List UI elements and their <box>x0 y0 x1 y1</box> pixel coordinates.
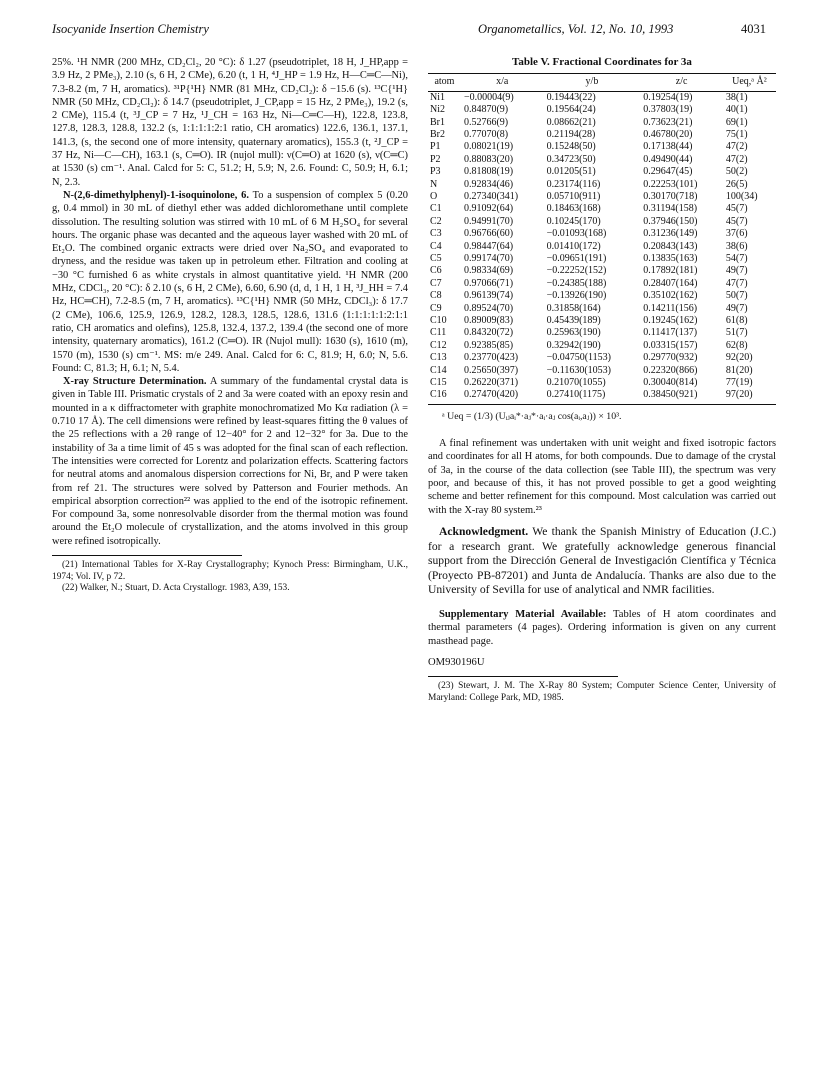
cell-ueq: 61(8) <box>725 315 748 327</box>
cell-ueq: 40(1) <box>725 104 748 116</box>
running-head-left: Isocyanide Insertion Chemistry <box>52 22 209 36</box>
col-header-x: x/a <box>461 74 544 91</box>
acknowledgment-paragraph <box>428 525 776 598</box>
cell-x: 0.26220(371) <box>463 377 519 389</box>
cell-atom: C10 <box>430 315 447 327</box>
cell-x: 0.23770(423) <box>463 352 519 364</box>
xray-text: A summary of the fundamental crystal data is given in Table III. Prismatic crystals of 2 and 3a were coated with an epoxy resin and mounted in a κ diffractometer with graphite monochromatized Mo Kα radiation (λ = 0.710 17 Å). The cell dimensions were refined by least-squares fitting the θ values of the 25 reflections with a 2θ range of 12−40° for 2 and 12−32° for 3a. Due to the instability of 3a a time limit of 45 s was adopted for the final scan of each reflection. The intensities were corrected for Lorentz and polarization effects. Scattering factors for neutral atoms and anomalous dispersion corrections for Ni, Br, and P were taken from ref 21. The structures were solved by Patterson and Fourier methods. An empirical absorption correction²² was applied to the end of the isotropic refinement. For compound 3a, some nonresolvable disorder from the thermal motion was found around the Et₂O molecule of crystallization, and the atoms involved in this group were refined isotropically. <box>52 376 408 547</box>
left-column <box>52 56 408 595</box>
table-row <box>428 228 776 240</box>
table-row <box>428 141 776 153</box>
cell-z: 0.30170(718) <box>643 190 698 202</box>
cell-ueq: 49(7) <box>725 302 748 314</box>
table-header-row <box>428 74 776 91</box>
cell-y: 0.10245(170) <box>546 215 601 227</box>
nmr-data-paragraph: 25%. ¹H NMR (200 MHz, CD₂Cl₂, 20 °C): δ 1.27 (pseudotriplet, 18 H, J_HP,app = 3.9 Hz, 2 PMe₃), 2.10 (s, 6 H, 2 CMe), 6.20 (t, 1 H, ⁴J_HP = 1.9 Hz, H—C═C—Ni), 7.3-8.2 (m, 7 H, aromatics). ³¹P{¹H} NMR (81 MHz, CD₂Cl₂): δ −15.6 (s). ¹³C{¹H} NMR (50 MHz, CD₂Cl₂): δ 14.7 (pseudotriplet, J_CP,app = 15 Hz, 2 PMe₃), 19.2 (s, 2 CMe), 115.4 (t, ³J_CP = 7 Hz, ¹J_CH = 163 Hz, Ni—C═C—H), 122.8, 123.8, 127.8, 128.3, 128.8, 132.2 (s, 1:1:1:1:2:1 ratio, CH aromatics) 122.6, 136.1, 137.1, 141.3, (s, the second one of more intensity, quaternary aromatics), 155.3 (t, ²J_CP = 37 Hz, Ni—C—CH), 163.1 (s, C═O). IR (nujol mull): ν(C═O) at 1620 (s), ν(C═C) at 1530 (s) cm⁻¹. Anal. Calcd for 5: C, 51.2; H, 5.9; N, 2.6. Found: C, 50.9; H, 6.1; N, 2.3. <box>52 57 408 188</box>
col-header-y: y/b <box>544 74 641 91</box>
cell-atom: C9 <box>430 302 442 314</box>
table-row <box>428 389 776 404</box>
cell-y: −0.22252(152) <box>546 265 607 277</box>
table-row <box>428 377 776 389</box>
cell-ueq: 49(7) <box>725 265 748 277</box>
table-row <box>428 253 776 265</box>
cell-z: 0.37946(150) <box>643 215 698 227</box>
table-row <box>428 191 776 203</box>
cell-y: 0.27410(1175) <box>544 389 641 404</box>
isoquinolone-paragraph <box>52 189 408 375</box>
table-row <box>428 290 776 302</box>
cell-ueq: 69(1) <box>725 116 748 128</box>
cell-z: 0.13835(163) <box>643 252 698 264</box>
cell-ueq: 45(7) <box>725 215 748 227</box>
xray-paragraph <box>52 375 408 548</box>
cell-atom: C1 <box>430 203 442 215</box>
cell-atom: C14 <box>430 364 447 376</box>
supplementary-paragraph <box>428 608 776 648</box>
cell-x: 0.96139(74) <box>463 290 514 302</box>
cell-x: 0.08021(19) <box>463 141 514 153</box>
cell-z: 0.20843(143) <box>643 240 698 252</box>
footnote-divider-right <box>428 676 618 677</box>
cell-atom: C7 <box>430 277 442 289</box>
cell-z: 0.19245(162) <box>643 315 698 327</box>
cell-x: 0.89009(83) <box>463 315 514 327</box>
table-row <box>428 241 776 253</box>
page-number: 4031 <box>741 22 766 36</box>
acknowledgment-text: We thank the Spanish Ministry of Education (J.C.) for a research grant. We gratefully acknowledge generous financial support from the Dirección General de Investigación Científica y Técnica (Proyecto PB-87201) and Junta de Andalucía. Thanks are also due to the University of Sevilla for use of analytical and NMR facilities. <box>428 524 776 597</box>
cell-atom: P2 <box>430 153 441 165</box>
cell-atom: O <box>430 190 438 202</box>
table-footnote: ᵃ Ueq = (1/3) (Uᵢⱼaᵢ*·aⱼ*·aᵢ·aⱼ cos(aᵢ,aⱼ)) × 10³. <box>442 410 622 422</box>
cell-atom: C6 <box>430 265 442 277</box>
table-row <box>428 166 776 178</box>
cell-z: 0.17138(44) <box>643 141 693 153</box>
table-row <box>428 104 776 116</box>
table-row <box>428 203 776 215</box>
cell-y: 0.05710(911) <box>546 190 601 202</box>
table-body <box>428 91 776 404</box>
cell-z: 0.73623(21) <box>643 116 693 128</box>
cell-z: 0.22320(866) <box>643 364 698 376</box>
cell-x: 0.84870(9) <box>463 104 509 116</box>
coordinates-table <box>428 73 776 405</box>
cell-atom: C5 <box>430 252 442 264</box>
cell-atom: C8 <box>430 290 442 302</box>
cell-y: −0.13926(190) <box>546 290 607 302</box>
col-header-atom: atom <box>428 74 461 91</box>
cell-y: −0.09651(191) <box>546 252 607 264</box>
cell-ueq: 50(2) <box>725 166 748 178</box>
cell-ueq: 37(6) <box>725 228 748 240</box>
table-row <box>428 340 776 352</box>
cell-z: 0.46780(20) <box>643 128 693 140</box>
cell-ueq: 26(5) <box>725 178 748 190</box>
cell-y: 0.34723(50) <box>546 153 596 165</box>
cell-z: 0.37803(19) <box>643 104 693 116</box>
cell-atom: C16 <box>428 389 461 404</box>
right-references <box>428 681 776 704</box>
cell-z: 0.28407(164) <box>643 277 698 289</box>
cell-y: −0.01093(168) <box>546 228 607 240</box>
cell-y: 0.01410(172) <box>546 240 601 252</box>
cell-z: 0.14211(156) <box>643 302 698 314</box>
cell-y: 0.15248(50) <box>546 141 596 153</box>
cell-atom: Ni2 <box>430 104 445 116</box>
cell-atom: P3 <box>430 166 441 178</box>
table-row <box>428 327 776 339</box>
cell-y: −0.24385(188) <box>546 277 607 289</box>
table-row <box>428 315 776 327</box>
cell-atom: C15 <box>430 377 447 389</box>
cell-x: 0.98447(64) <box>463 240 514 252</box>
right-column <box>428 56 776 705</box>
cell-atom: C12 <box>430 339 447 351</box>
cell-atom: C4 <box>430 240 442 252</box>
cell-x: 0.52766(9) <box>463 116 509 128</box>
cell-ueq: 92(20) <box>725 352 753 364</box>
cell-x: 0.25650(397) <box>463 364 519 376</box>
table-row <box>428 179 776 191</box>
reference-23: (23) Stewart, J. M. The X-Ray 80 System; Computer Science Center, University of Maryland: College Park, MD, 1985. <box>428 681 776 704</box>
cell-y: 0.25963(190) <box>546 327 601 339</box>
xray-heading: X-ray Structure Determination. <box>63 376 207 388</box>
cell-z: 0.11417(137) <box>643 327 698 339</box>
cell-z: 0.03315(157) <box>643 339 698 351</box>
cell-z: 0.38450(921) <box>640 389 723 404</box>
cell-atom: C11 <box>430 327 447 339</box>
cell-y: 0.19564(24) <box>546 104 596 116</box>
cell-ueq: 81(20) <box>725 364 753 376</box>
cell-x: 0.91092(64) <box>463 203 514 215</box>
cell-ueq: 47(2) <box>725 153 748 165</box>
table-row <box>428 91 776 104</box>
table-row <box>428 216 776 228</box>
cell-y: 0.31858(164) <box>546 302 601 314</box>
cell-z: 0.49490(44) <box>643 153 693 165</box>
cell-ueq: 38(6) <box>725 240 748 252</box>
cell-ueq: 38(1) <box>725 91 748 103</box>
cell-atom: Br1 <box>430 116 445 128</box>
cell-y: 0.18463(168) <box>546 203 601 215</box>
cell-ueq: 77(19) <box>725 377 753 389</box>
cell-x: 0.94991(70) <box>463 215 514 227</box>
manuscript-id: OM930196U <box>428 657 485 669</box>
table-row <box>428 303 776 315</box>
cell-z: 0.29647(45) <box>643 166 693 178</box>
running-head-right: Organometallics, Vol. 12, No. 10, 1993 <box>478 22 674 36</box>
table-row <box>428 278 776 290</box>
reference-22: (22) Walker, N.; Stuart, D. Acta Crystallogr. 1983, A39, 153. <box>62 583 290 594</box>
cell-atom: Ni1 <box>430 91 445 103</box>
cell-z: 0.17892(181) <box>643 265 698 277</box>
cell-x: 0.96766(60) <box>463 228 514 240</box>
cell-x: 0.98334(69) <box>463 265 514 277</box>
isoquinolone-text: To a suspension of complex 5 (0.20 g, 0.4 mmol) in 30 mL of diethyl ether was added dichloromethane until complete dissolution. The resulting solution was stirred with 10 mL of 6 M H₂SO₄ for several hours. The organic phase was decanted and the aqueous layer washed with 20 mL of Et₂O. The combined organic extracts were dried over Na₂SO₄ and evaporated to dryness, and the residue was taken up in petroleum ether. Filtration and cooling at −30 °C furnished 6 as white crystals in almost quantitative yield. ¹H NMR (200 MHz, CDCl₃, 20 °C): δ 2.10 (s, 6 H, 2 CMe), 6.60, 6.90 (d, d, 1 H, 1 H, ³J_HH = 7.4 Hz, HC═CH), 7.2-8.5 (m, 7 H, aromatics). ¹³C{¹H} NMR (50 MHz, CDCl₃): δ 17.7 (2 CMe), 106.6, 125.9, 126.9, 128.2, 128.3, 128.5, 128.6, 131.6 (1:1:1:1:1:2:1:1 ratio, CH aromatics and olefins), 125.8, 132.4, 137.2, 139.4 (the second one of more intensity, quaternary aromatics), 161.2 (C═O). IR (Nujol mull): 1630 (s), 1610 (m), 1570 (m), 1530 (s) cm⁻¹. MS: m/e 249. Anal. Calcd for 6: C, 81.9; H, 6.0; N, 5.6. Found: C, 81.3; H, 6.1; N, 5.4. <box>52 189 408 374</box>
col-header-ueq: Ueq,ᵃ Å² <box>723 74 776 91</box>
cell-x: 0.84320(72) <box>463 327 514 339</box>
cell-ueq: 100(34) <box>725 190 758 202</box>
cell-x: 0.27470(420) <box>461 389 544 404</box>
cell-y: 0.21194(28) <box>546 128 596 140</box>
table-row <box>428 265 776 277</box>
table-row <box>428 129 776 141</box>
cell-z: 0.19254(19) <box>643 91 693 103</box>
acknowledgment-heading: Acknowledgment. <box>439 524 529 538</box>
cell-y: 0.32942(190) <box>546 339 601 351</box>
cell-atom: Br2 <box>430 128 445 140</box>
cell-z: 0.22253(101) <box>643 178 698 190</box>
cell-ueq: 51(7) <box>725 327 748 339</box>
table-row <box>428 365 776 377</box>
cell-y: 0.01205(51) <box>546 166 596 178</box>
cell-x: 0.92834(46) <box>463 178 514 190</box>
cell-z: 0.30040(814) <box>643 377 698 389</box>
cell-ueq: 45(7) <box>725 203 748 215</box>
table-row <box>428 117 776 129</box>
cell-x: 0.27340(341) <box>463 190 519 202</box>
cell-ueq: 47(7) <box>725 277 748 289</box>
cell-x: 0.88083(20) <box>463 153 514 165</box>
cell-ueq: 62(8) <box>725 339 748 351</box>
supplementary-heading: Supplementary Material Available: <box>439 608 607 620</box>
cell-x: 0.81808(19) <box>463 166 514 178</box>
reference-21: (21) International Tables for X-Ray Crystallography; Kynoch Press: Birmingham, U.K., 1974; Vol. IV, p 72. <box>52 559 408 582</box>
supplementary-text: Tables of H atom coordinates and thermal parameters (4 pages). Ordering information is given on any current masthead page. <box>428 608 776 647</box>
cell-x: 0.89524(70) <box>463 302 514 314</box>
cell-atom: C2 <box>430 215 442 227</box>
cell-x: −0.00004(9) <box>463 91 514 103</box>
cell-z: 0.29770(932) <box>643 352 698 364</box>
cell-atom: N <box>430 178 438 190</box>
cell-y: −0.11630(1053) <box>546 364 612 376</box>
cell-y: 0.19443(22) <box>546 91 596 103</box>
table-row <box>428 154 776 166</box>
cell-y: 0.08662(21) <box>546 116 596 128</box>
footnote-divider <box>52 555 242 556</box>
table-row <box>428 352 776 364</box>
cell-atom: C13 <box>430 352 447 364</box>
cell-z: 0.31236(149) <box>643 228 698 240</box>
cell-y: 0.21070(1055) <box>546 377 606 389</box>
refinement-paragraph: A final refinement was undertaken with unit weight and fixed isotropic factors and coordinates for all H atoms, for both compounds. Due to damage of the crystal of 3a, in the course of the data collection (see Table III), the spectrum was very poor, and because of this, it has not proved possible to get a good weighting scheme and better refinement for this compound. Most calculation was carried out with the X-ray 80 system.²³ <box>428 438 776 516</box>
cell-x: 0.99174(70) <box>463 252 514 264</box>
cell-y: 0.23174(116) <box>546 178 601 190</box>
cell-ueq: 47(2) <box>725 141 748 153</box>
cell-ueq: 97(20) <box>723 389 776 404</box>
isoquinolone-heading: N-(2,6-dimethylphenyl)-1-isoquinolone, 6. <box>63 189 249 201</box>
cell-x: 0.97066(71) <box>463 277 514 289</box>
cell-atom: P1 <box>430 141 441 153</box>
cell-ueq: 54(7) <box>725 252 748 264</box>
cell-x: 0.92385(85) <box>463 339 514 351</box>
cell-z: 0.31194(158) <box>643 203 698 215</box>
cell-z: 0.35102(162) <box>643 290 698 302</box>
table-title: Table V. Fractional Coordinates for 3a <box>512 56 692 68</box>
col-header-z: z/c <box>640 74 723 91</box>
cell-ueq: 50(7) <box>725 290 748 302</box>
left-references <box>52 560 408 595</box>
cell-y: −0.04750(1153) <box>546 352 612 364</box>
cell-atom: C3 <box>430 228 442 240</box>
cell-x: 0.77070(8) <box>463 128 509 140</box>
cell-ueq: 75(1) <box>725 128 748 140</box>
cell-y: 0.45439(189) <box>546 315 601 327</box>
